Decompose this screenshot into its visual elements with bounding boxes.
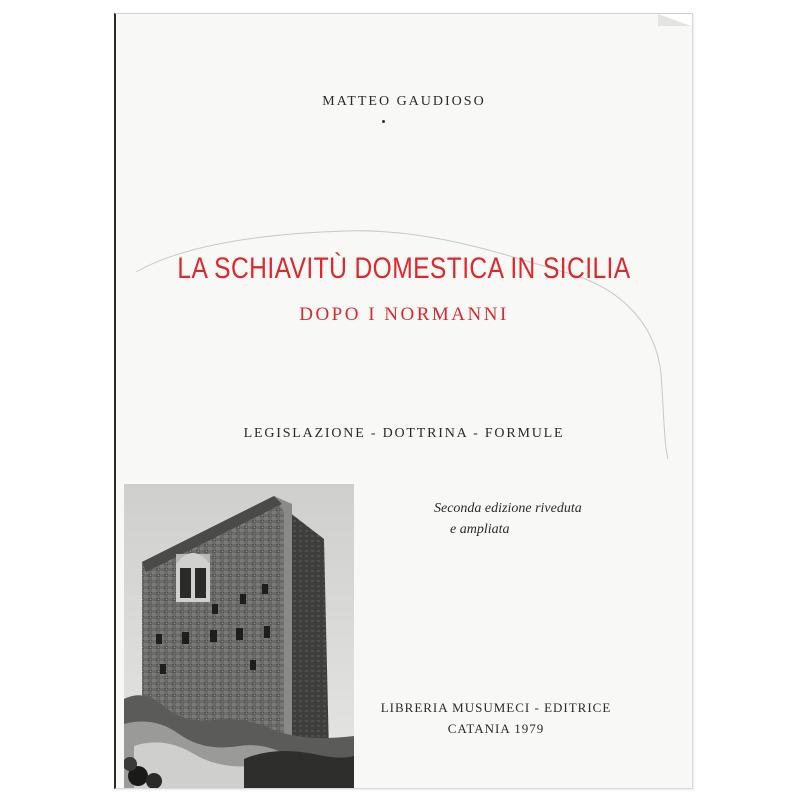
edition-note — [434, 498, 634, 540]
corner-fold — [658, 14, 692, 26]
publisher-block — [371, 697, 621, 739]
publisher-name: LIBRERIA MUSUMECI - EDITRICE — [380, 700, 612, 715]
separator-dot — [382, 120, 385, 123]
author-name: MATTEO GAUDIOSO — [322, 94, 486, 109]
book-title: LA SCHIAVITÙ DOMESTICA IN SICILIA — [177, 252, 631, 285]
topics-line: LEGISLAZIONE - DOTTRINA - FORMULE — [243, 426, 565, 441]
castle-tower-photo — [124, 484, 354, 789]
book-subtitle: DOPO I NORMANNI — [299, 304, 509, 325]
edition-line-2: e ampliata — [450, 522, 510, 537]
edition-line-1: Seconda edizione riveduta — [434, 501, 582, 516]
publication-place-year: CATANIA 1979 — [447, 721, 545, 736]
book-cover — [114, 13, 693, 789]
